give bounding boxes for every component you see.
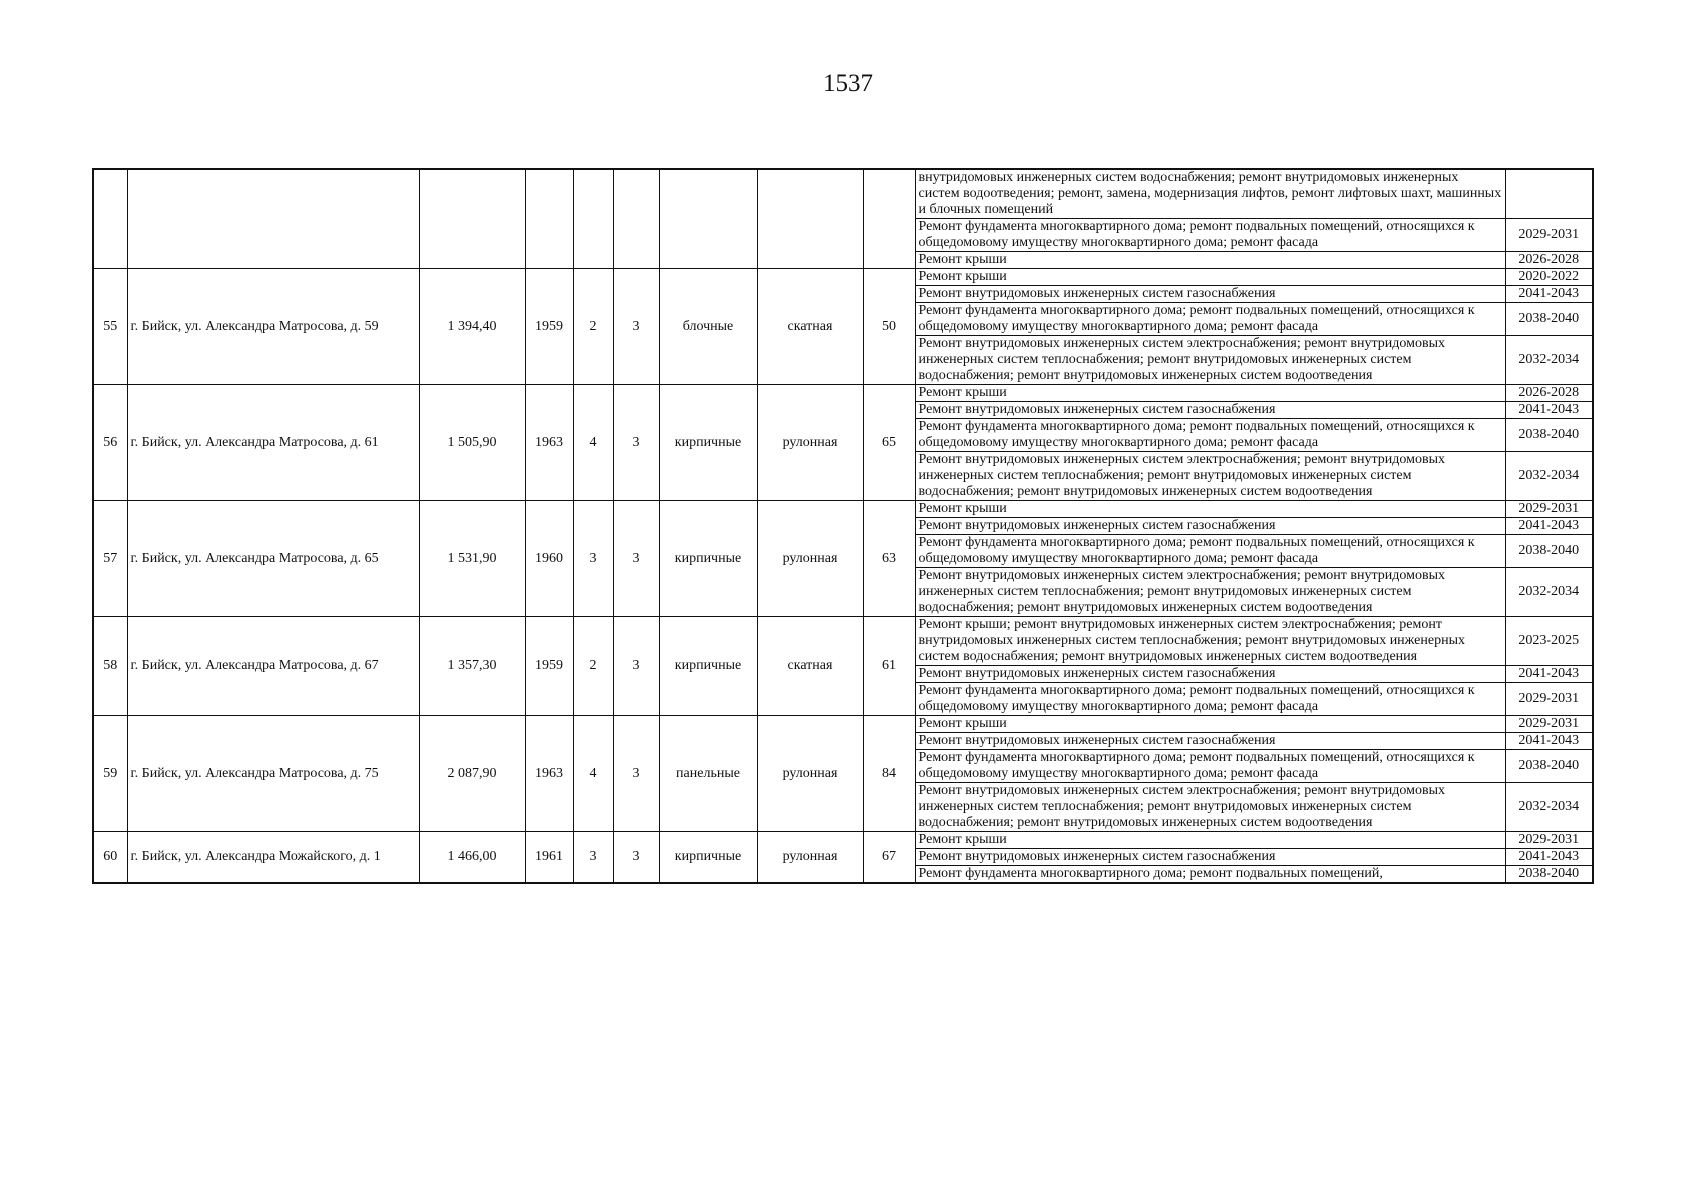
build-year: 1963 [525,385,573,501]
work-period: 2029-2031 [1505,832,1593,849]
work-period: 2038-2040 [1505,419,1593,452]
work-description: Ремонт фундамента многоквартирного дома; ремонт подвальных помещений, [915,866,1505,884]
entrance-count: 3 [613,617,659,716]
work-description: Ремонт внутридомовых инженерных систем газоснабжения [915,733,1505,750]
work-description: Ремонт фундамента многоквартирного дома; ремонт подвальных помещений, относящихся к общедомовому имуществу многоквартирного дома; ремонт фасада [915,419,1505,452]
work-description: Ремонт фундамента многоквартирного дома; ремонт подвальных помещений, относящихся к общедомовому имуществу многоквартирного дома; ремонт фасада [915,535,1505,568]
building-address: г. Бийск, ул. Александра Можайского, д. 1 [127,832,419,884]
row-number: 57 [93,501,127,617]
work-description: Ремонт крыши [915,832,1505,849]
table-row [93,269,1593,286]
work-description: Ремонт фундамента многоквартирного дома; ремонт подвальных помещений, относящихся к общедомовому имуществу многоквартирного дома; ремонт фасада [915,303,1505,336]
work-period: 2029-2031 [1505,219,1593,252]
floor-count: 4 [573,385,613,501]
roof-type: скатная [757,269,863,385]
entrance-count: 3 [613,269,659,385]
building-address: г. Бийск, ул. Александра Матросова, д. 67 [127,617,419,716]
cell-empty [525,169,573,269]
building-address: г. Бийск, ул. Александра Матросова, д. 61 [127,385,419,501]
work-period: 2020-2022 [1505,269,1593,286]
cell-empty [863,169,915,269]
building-area: 1 466,00 [419,832,525,884]
work-period: 2032-2034 [1505,452,1593,501]
entrance-count: 3 [613,832,659,884]
work-description: Ремонт внутридомовых инженерных систем электроснабжения; ремонт внутридомовых инженерных систем теплоснабжения; ремонт внутридомовых инженерных систем водоснабжения; ремонт внутридомовых инженерных систем водоотведения [915,568,1505,617]
work-period: 2026-2028 [1505,385,1593,402]
work-period: 2041-2043 [1505,733,1593,750]
apartment-count: 50 [863,269,915,385]
table-row [93,832,1593,849]
work-period: 2032-2034 [1505,783,1593,832]
cell-empty [757,169,863,269]
work-period: 2038-2040 [1505,866,1593,884]
wall-material: кирпичные [659,617,757,716]
apartment-count: 63 [863,501,915,617]
wall-material: кирпичные [659,832,757,884]
roof-type: рулонная [757,832,863,884]
apartment-count: 65 [863,385,915,501]
work-period: 2032-2034 [1505,568,1593,617]
work-description: Ремонт крыши [915,269,1505,286]
work-period: 2041-2043 [1505,286,1593,303]
floor-count: 2 [573,617,613,716]
roof-type: рулонная [757,716,863,832]
build-year: 1959 [525,617,573,716]
entrance-count: 3 [613,716,659,832]
building-address: г. Бийск, ул. Александра Матросова, д. 59 [127,269,419,385]
work-description: Ремонт крыши [915,252,1505,269]
cell-empty [419,169,525,269]
row-number: 58 [93,617,127,716]
work-period [1505,169,1593,219]
roof-type: рулонная [757,385,863,501]
building-area: 1 394,40 [419,269,525,385]
work-period: 2038-2040 [1505,535,1593,568]
work-description: Ремонт крыши; ремонт внутридомовых инженерных систем электроснабжения; ремонт внутридомовых инженерных систем теплоснабжения; ремонт внутридомовых инженерных систем водоснабжения; ремонт внутридомовых инженерных систем водоотведения [915,617,1505,666]
work-description: Ремонт внутридомовых инженерных систем газоснабжения [915,402,1505,419]
work-period: 2041-2043 [1505,518,1593,535]
cell-empty [127,169,419,269]
table-row [93,716,1593,733]
table-row-continuation [93,169,1593,219]
work-period: 2032-2034 [1505,336,1593,385]
apartment-count: 67 [863,832,915,884]
row-number: 60 [93,832,127,884]
wall-material: кирпичные [659,385,757,501]
work-period: 2026-2028 [1505,252,1593,269]
row-number: 59 [93,716,127,832]
wall-material: панельные [659,716,757,832]
build-year: 1960 [525,501,573,617]
cell-empty [659,169,757,269]
wall-material: блочные [659,269,757,385]
work-description: Ремонт внутридомовых инженерных систем электроснабжения; ремонт внутридомовых инженерных систем теплоснабжения; ремонт внутридомовых инженерных систем водоснабжения; ремонт внутридомовых инженерных систем водоотведения [915,452,1505,501]
work-period: 2038-2040 [1505,750,1593,783]
building-area: 2 087,90 [419,716,525,832]
work-description: Ремонт фундамента многоквартирного дома; ремонт подвальных помещений, относящихся к общедомовому имуществу многоквартирного дома; ремонт фасада [915,750,1505,783]
floor-count: 2 [573,269,613,385]
work-period: 2029-2031 [1505,716,1593,733]
apartment-count: 84 [863,716,915,832]
build-year: 1963 [525,716,573,832]
roof-type: рулонная [757,501,863,617]
roof-type: скатная [757,617,863,716]
work-period: 2038-2040 [1505,303,1593,336]
building-area: 1 357,30 [419,617,525,716]
work-period: 2041-2043 [1505,402,1593,419]
row-number: 56 [93,385,127,501]
work-description: Ремонт фундамента многоквартирного дома; ремонт подвальных помещений, относящихся к общедомовому имуществу многоквартирного дома; ремонт фасада [915,683,1505,716]
table-row [93,617,1593,666]
cell-empty [573,169,613,269]
table-row [93,385,1593,402]
floor-count: 3 [573,501,613,617]
row-number: 55 [93,269,127,385]
page-number: 1537 [823,70,873,97]
build-year: 1961 [525,832,573,884]
work-period: 2041-2043 [1505,666,1593,683]
entrance-count: 3 [613,385,659,501]
table-row [93,501,1593,518]
building-address: г. Бийск, ул. Александра Матросова, д. 65 [127,501,419,617]
work-period: 2029-2031 [1505,501,1593,518]
building-area: 1 531,90 [419,501,525,617]
building-area: 1 505,90 [419,385,525,501]
floor-count: 3 [573,832,613,884]
entrance-count: 3 [613,501,659,617]
work-description: Ремонт внутридомовых инженерных систем газоснабжения [915,286,1505,303]
building-address: г. Бийск, ул. Александра Матросова, д. 75 [127,716,419,832]
wall-material: кирпичные [659,501,757,617]
work-description: Ремонт внутридомовых инженерных систем электроснабжения; ремонт внутридомовых инженерных систем теплоснабжения; ремонт внутридомовых инженерных систем водоснабжения; ремонт внутридомовых инженерных систем водоотведения [915,783,1505,832]
work-description: Ремонт крыши [915,385,1505,402]
work-description: Ремонт крыши [915,716,1505,733]
work-period: 2029-2031 [1505,683,1593,716]
work-period: 2023-2025 [1505,617,1593,666]
registry-table [92,168,1594,884]
build-year: 1959 [525,269,573,385]
cell-empty [613,169,659,269]
cell-empty [93,169,127,269]
table-body [93,169,1593,883]
apartment-count: 61 [863,617,915,716]
work-description: Ремонт внутридомовых инженерных систем газоснабжения [915,849,1505,866]
work-description: Ремонт фундамента многоквартирного дома; ремонт подвальных помещений, относящихся к общедомовому имуществу многоквартирного дома; ремонт фасада [915,219,1505,252]
work-description: Ремонт внутридомовых инженерных систем газоснабжения [915,666,1505,683]
work-period: 2041-2043 [1505,849,1593,866]
work-description: Ремонт крыши [915,501,1505,518]
floor-count: 4 [573,716,613,832]
work-description: внутридомовых инженерных систем водоснабжения; ремонт внутридомовых инженерных систем водоотведения; ремонт, замена, модернизация лифтов, ремонт лифтовых шахт, машинных и блочных помещений [915,169,1505,219]
work-description: Ремонт внутридомовых инженерных систем газоснабжения [915,518,1505,535]
work-description: Ремонт внутридомовых инженерных систем электроснабжения; ремонт внутридомовых инженерных систем теплоснабжения; ремонт внутридомовых инженерных систем водоснабжения; ремонт внутридомовых инженерных систем водоотведения [915,336,1505,385]
